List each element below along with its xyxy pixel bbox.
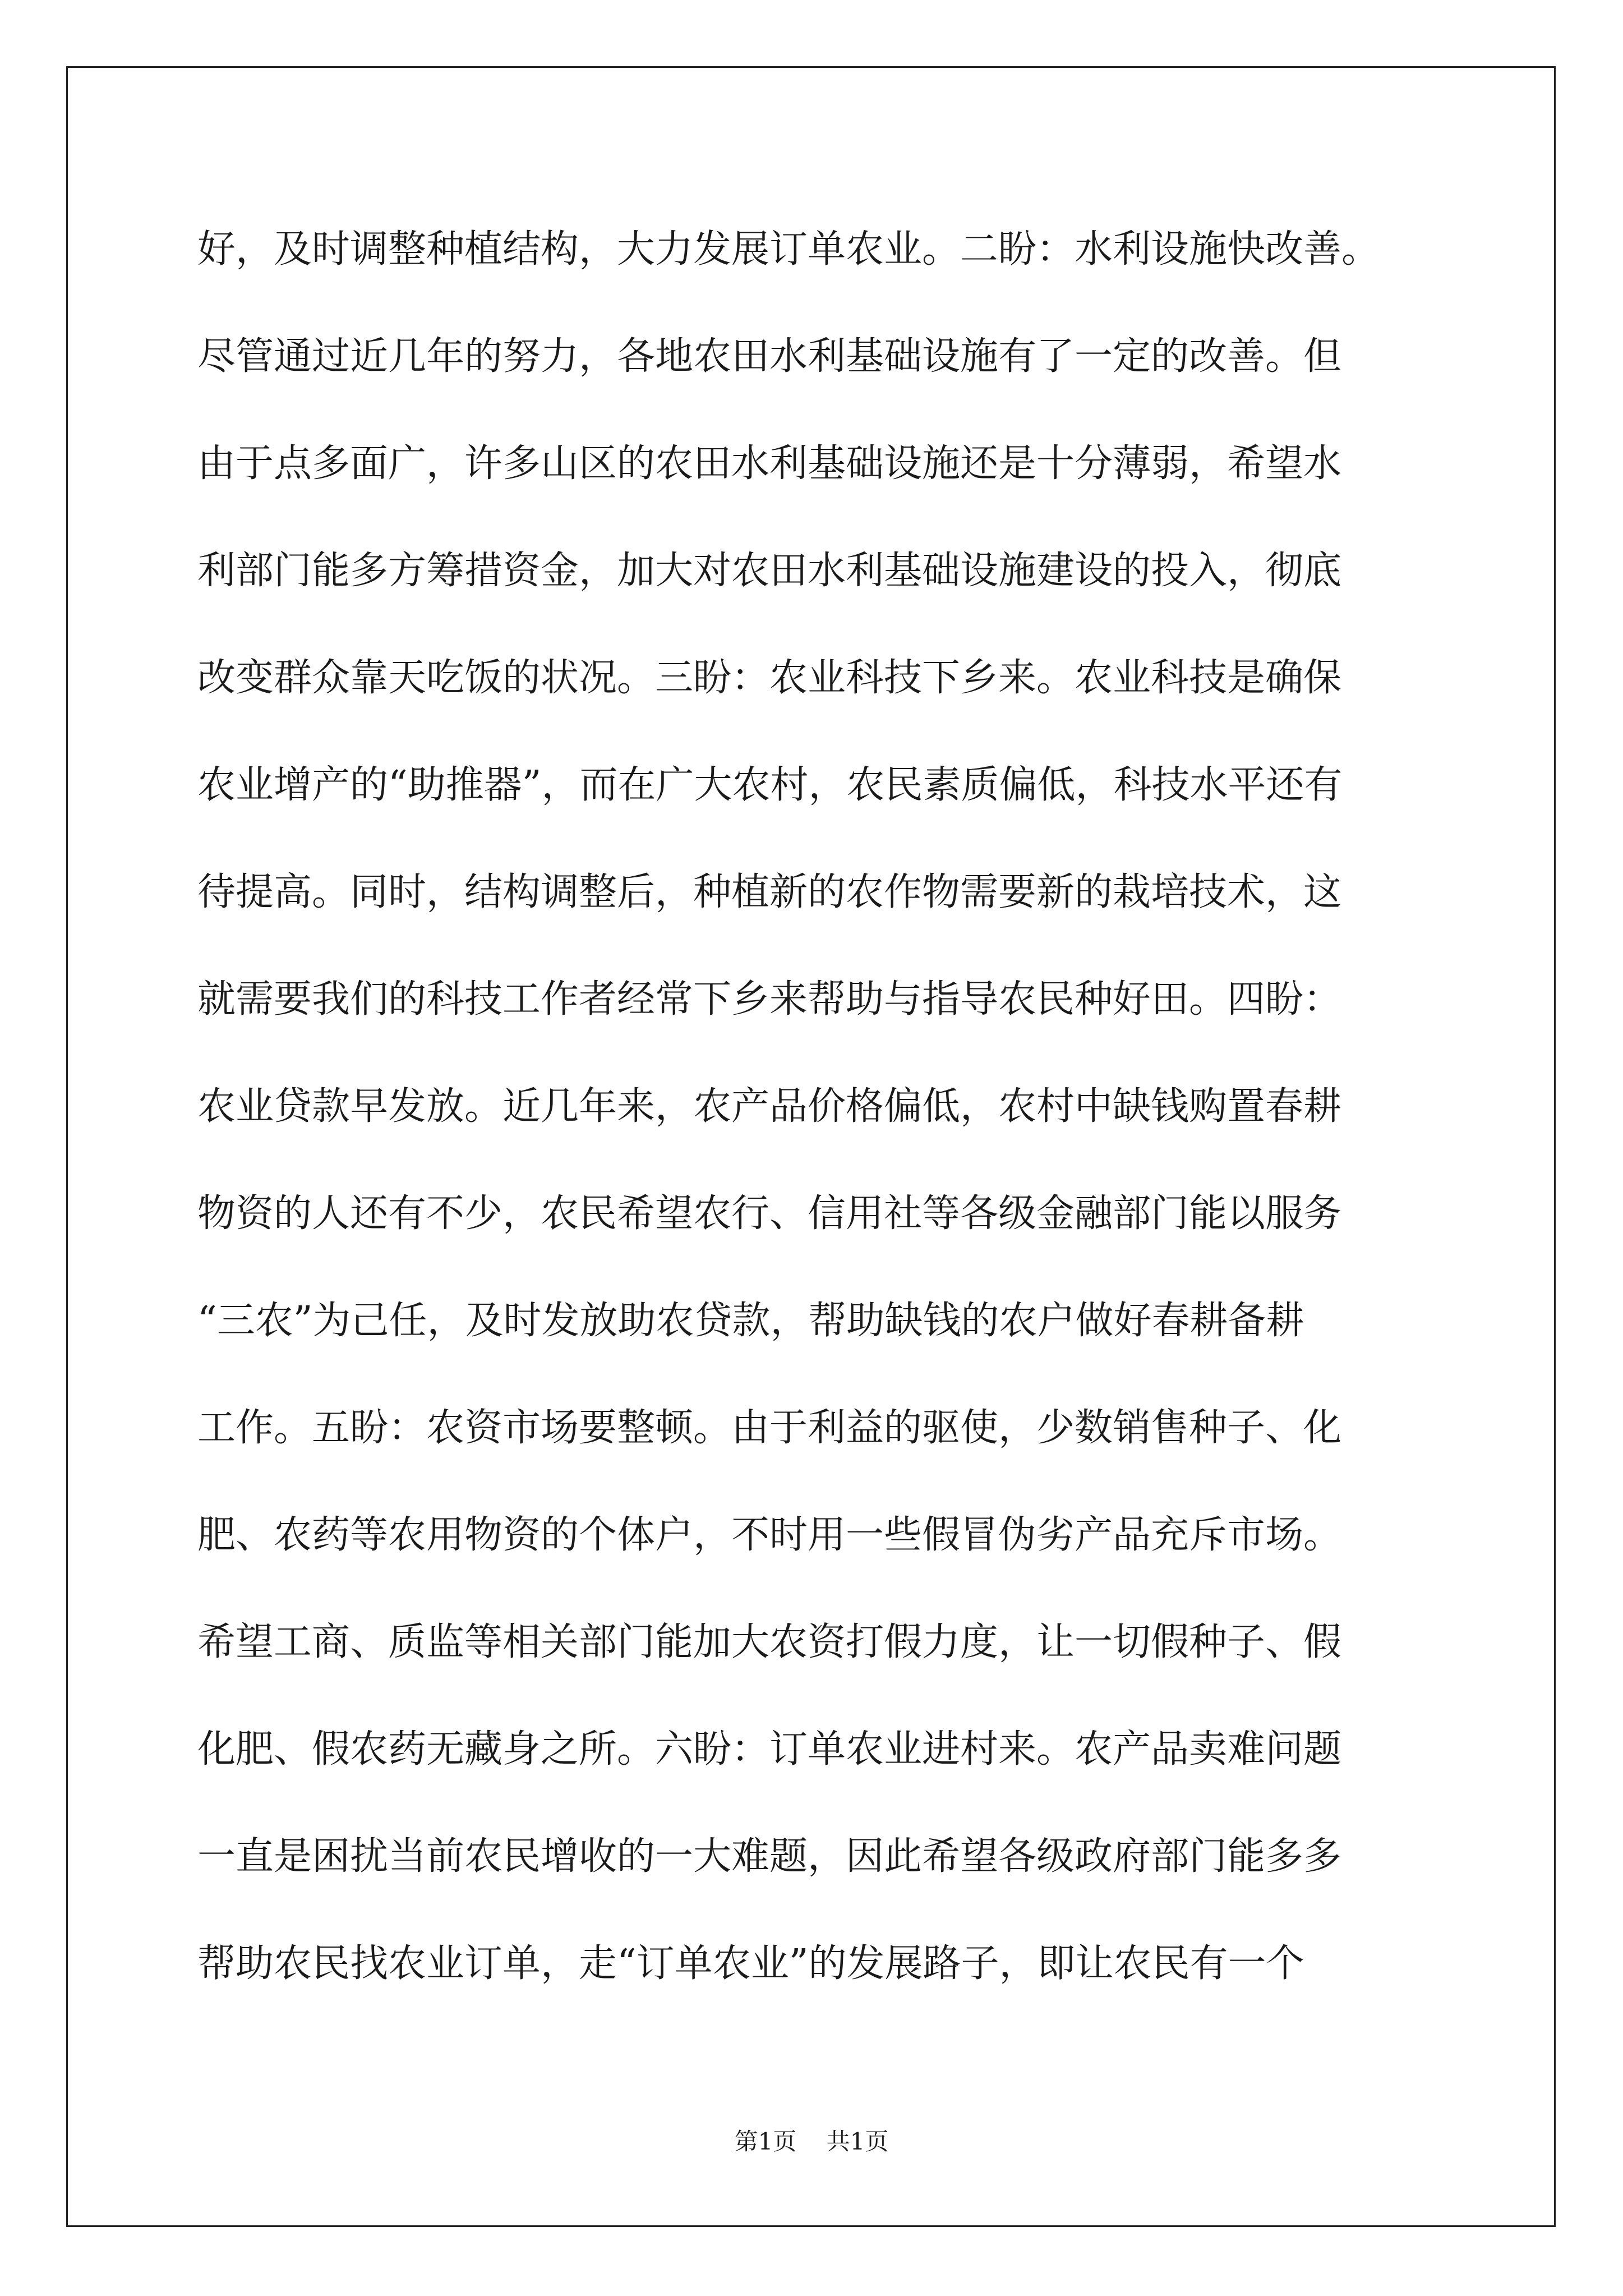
document-body	[197, 196, 1431, 2017]
text-line: 肥、农药等农用物资的个体户，不时用一些假冒伪劣产品充斥市场。	[197, 1513, 1342, 1557]
page-total: 共1页	[826, 2128, 889, 2155]
text-line: 待提高。同时，结构调整后，种植新的农作物需要新的栽培技术，这	[197, 870, 1342, 914]
text-line: 工作。五盼：农资市场要整顿。由于利益的驱使，少数销售种子、化	[197, 1406, 1342, 1450]
text-line: 好，及时调整种植结构，大力发展订单农业。二盼：水利设施快改善。	[197, 227, 1380, 272]
text-line: 一直是困扰当前农民增收的一大难题，因此希望各级政府部门能多多	[197, 1834, 1342, 1879]
text-line: 由于点多面广，许多山区的农田水利基础设施还是十分薄弱，希望水	[197, 441, 1342, 486]
page-number: 第1页	[734, 2128, 797, 2155]
text-line: 希望工商、质监等相关部门能加大农资打假力度，让一切假种子、假	[197, 1620, 1342, 1664]
page-footer	[0, 2125, 1623, 2159]
text-line: “三农”为己任，及时发放助农贷款，帮助缺钱的农户做好春耕备耕	[197, 1299, 1304, 1343]
text-line: 帮助农民找农业订单，走“订单农业”的发展路子，即让农民有一个	[197, 1941, 1304, 1986]
text-line: 利部门能多方筹措资金，加大对农田水利基础设施建设的投入，彻底	[197, 549, 1342, 593]
text-line: 尽管通过近几年的努力，各地农田水利基础设施有了一定的改善。但	[197, 334, 1342, 379]
text-line: 改变群众靠天吃饭的状况。三盼：农业科技下乡来。农业科技是确保	[197, 656, 1342, 700]
text-line: 农业贷款早发放。近几年来，农产品价格偏低，农村中缺钱购置春耕	[197, 1084, 1342, 1129]
text-line: 化肥、假农药无藏身之所。六盼：订单农业进村来。农产品卖难问题	[197, 1727, 1342, 1772]
text-line: 物资的人还有不少，农民希望农行、信用社等各级金融部门能以服务	[197, 1191, 1342, 1236]
text-line: 农业增产的“助推器”，而在广大农村，农民素质偏低，科技水平还有	[197, 763, 1343, 807]
text-line: 就需要我们的科技工作者经常下乡来帮助与指导农民种好田。四盼：	[197, 977, 1342, 1022]
